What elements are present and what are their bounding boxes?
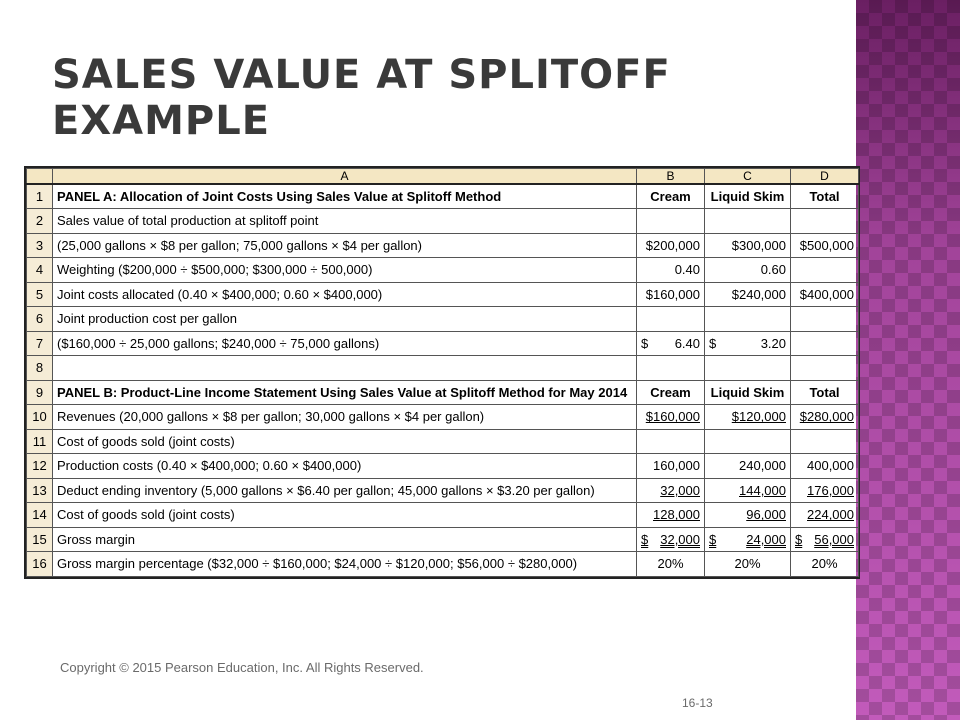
table-row <box>27 503 859 528</box>
cell-d <box>791 356 859 381</box>
cell-c: $240,000 <box>705 282 791 307</box>
row-number: 11 <box>27 429 53 454</box>
table-row <box>27 380 859 405</box>
row-label: Weighting ($200,000 ÷ $500,000; $300,000 ÷ 500,000) <box>53 258 637 283</box>
cell-c <box>705 209 791 234</box>
row-label: (25,000 gallons × $8 per gallon; 75,000 gallons × $4 per gallon) <box>53 233 637 258</box>
cell-b: 20% <box>637 552 705 577</box>
currency-symbol: $ <box>795 531 803 547</box>
panel-a-heading: PANEL A: Allocation of Joint Costs Using Sales Value at Splitoff Method <box>53 184 637 209</box>
copyright-notice: Copyright © 2015 Pearson Education, Inc. All Rights Reserved. <box>60 660 424 675</box>
spreadsheet <box>24 166 860 579</box>
cell-b <box>637 503 705 528</box>
table-row <box>27 282 859 307</box>
row-number: 3 <box>27 233 53 258</box>
table-row <box>27 209 859 234</box>
table-row <box>27 184 859 209</box>
cell-value: 3.20 <box>760 335 786 351</box>
row-number: 1 <box>27 184 53 209</box>
cell-value: 32,000 <box>660 482 700 498</box>
row-label: Joint costs allocated (0.40 × $400,000; 0.60 × $400,000) <box>53 282 637 307</box>
cell-d <box>791 478 859 503</box>
cell-value: 96,000 <box>746 507 786 523</box>
cell-c: $300,000 <box>705 233 791 258</box>
page-number: 16-13 <box>682 696 713 710</box>
cell-b <box>637 307 705 332</box>
cell-b <box>637 331 705 356</box>
currency-symbol: $ <box>709 335 717 351</box>
cell-b <box>637 429 705 454</box>
row-number: 13 <box>27 478 53 503</box>
table-row <box>27 552 859 577</box>
row-label: Production costs (0.40 × $400,000; 0.60 × $400,000) <box>53 454 637 479</box>
cell-d <box>791 405 859 430</box>
cell-d <box>791 258 859 283</box>
cell-b: 160,000 <box>637 454 705 479</box>
cell-c <box>705 478 791 503</box>
cell-b <box>637 478 705 503</box>
panel-b-heading: PANEL B: Product-Line Income Statement Using Sales Value at Splitoff Method for May 2014 <box>53 380 637 405</box>
cell-value: 176,000 <box>807 482 854 498</box>
cell-c <box>705 331 791 356</box>
row-label: Joint production cost per gallon <box>53 307 637 332</box>
cell-b: $160,000 <box>637 282 705 307</box>
cell-c: 0.60 <box>705 258 791 283</box>
table-row <box>27 454 859 479</box>
cell-b: Cream <box>637 184 705 209</box>
cell-d <box>791 331 859 356</box>
row-label: Cost of goods sold (joint costs) <box>53 429 637 454</box>
cell-d <box>791 209 859 234</box>
cell-d: Total <box>791 380 859 405</box>
table-row <box>27 307 859 332</box>
row-label <box>53 356 637 381</box>
cell-d <box>791 503 859 528</box>
corner-cell <box>27 169 53 185</box>
cell-c: 240,000 <box>705 454 791 479</box>
cell-d: Total <box>791 184 859 209</box>
row-label: Gross margin percentage ($32,000 ÷ $160,000; $24,000 ÷ $120,000; $56,000 ÷ $280,000) <box>53 552 637 577</box>
cell-value: 128,000 <box>653 507 700 523</box>
cell-b <box>637 405 705 430</box>
row-number: 2 <box>27 209 53 234</box>
cell-c <box>705 356 791 381</box>
column-header-a: A <box>53 169 637 185</box>
cell-value: 224,000 <box>807 507 854 523</box>
decorative-side-band <box>856 0 960 720</box>
cell-value: $280,000 <box>799 409 854 425</box>
row-label: ($160,000 ÷ 25,000 gallons; $240,000 ÷ 75,000 gallons) <box>53 331 637 356</box>
cell-b <box>637 356 705 381</box>
cell-value: $120,000 <box>731 409 786 425</box>
cell-c <box>705 405 791 430</box>
cell-d: 400,000 <box>791 454 859 479</box>
spreadsheet-table <box>26 168 859 577</box>
table-row <box>27 527 859 552</box>
cell-c: Liquid Skim <box>705 184 791 209</box>
cell-b: 0.40 <box>637 258 705 283</box>
column-header-d: D <box>791 169 859 185</box>
row-label: Cost of goods sold (joint costs) <box>53 503 637 528</box>
table-row <box>27 429 859 454</box>
cell-value: 56,000 <box>814 531 854 547</box>
cell-d: $500,000 <box>791 233 859 258</box>
row-number: 16 <box>27 552 53 577</box>
row-number: 6 <box>27 307 53 332</box>
cell-d <box>791 307 859 332</box>
row-label: Revenues (20,000 gallons × $8 per gallon; 30,000 gallons × $4 per gallon) <box>53 405 637 430</box>
row-number: 7 <box>27 331 53 356</box>
column-header-c: C <box>705 169 791 185</box>
cell-b: Cream <box>637 380 705 405</box>
row-number: 15 <box>27 527 53 552</box>
table-row <box>27 405 859 430</box>
cell-value: 6.40 <box>674 335 700 351</box>
table-row <box>27 478 859 503</box>
row-number: 5 <box>27 282 53 307</box>
cell-d: 20% <box>791 552 859 577</box>
cell-value: 24,000 <box>746 531 786 547</box>
row-label: Sales value of total production at splitoff point <box>53 209 637 234</box>
table-row <box>27 356 859 381</box>
currency-symbol: $ <box>641 531 649 547</box>
slide-title <box>52 52 812 144</box>
title-line-1: SALES VALUE AT SPLITOFF <box>52 52 671 98</box>
row-number: 8 <box>27 356 53 381</box>
row-label: Deduct ending inventory (5,000 gallons × $6.40 per gallon; 45,000 gallons × $3.20 per gallon) <box>53 478 637 503</box>
cell-c: Liquid Skim <box>705 380 791 405</box>
cell-value: 144,000 <box>739 482 786 498</box>
column-header-b: B <box>637 169 705 185</box>
cell-value: $160,000 <box>645 409 700 425</box>
cell-c <box>705 429 791 454</box>
table-row <box>27 331 859 356</box>
cell-c <box>705 503 791 528</box>
row-label: Gross margin <box>53 527 637 552</box>
table-row <box>27 233 859 258</box>
cell-c <box>705 307 791 332</box>
row-number: 9 <box>27 380 53 405</box>
cell-value: 32,000 <box>660 531 700 547</box>
cell-b <box>637 209 705 234</box>
row-number: 12 <box>27 454 53 479</box>
cell-b: $200,000 <box>637 233 705 258</box>
cell-d <box>791 527 859 552</box>
cell-c <box>705 527 791 552</box>
cell-d <box>791 429 859 454</box>
title-line-2: EXAMPLE <box>52 98 271 144</box>
table-row <box>27 258 859 283</box>
cell-b <box>637 527 705 552</box>
cell-d: $400,000 <box>791 282 859 307</box>
column-header-row <box>27 169 859 185</box>
currency-symbol: $ <box>709 531 717 547</box>
row-number: 14 <box>27 503 53 528</box>
currency-symbol: $ <box>641 335 649 351</box>
cell-c: 20% <box>705 552 791 577</box>
row-number: 4 <box>27 258 53 283</box>
row-number: 10 <box>27 405 53 430</box>
